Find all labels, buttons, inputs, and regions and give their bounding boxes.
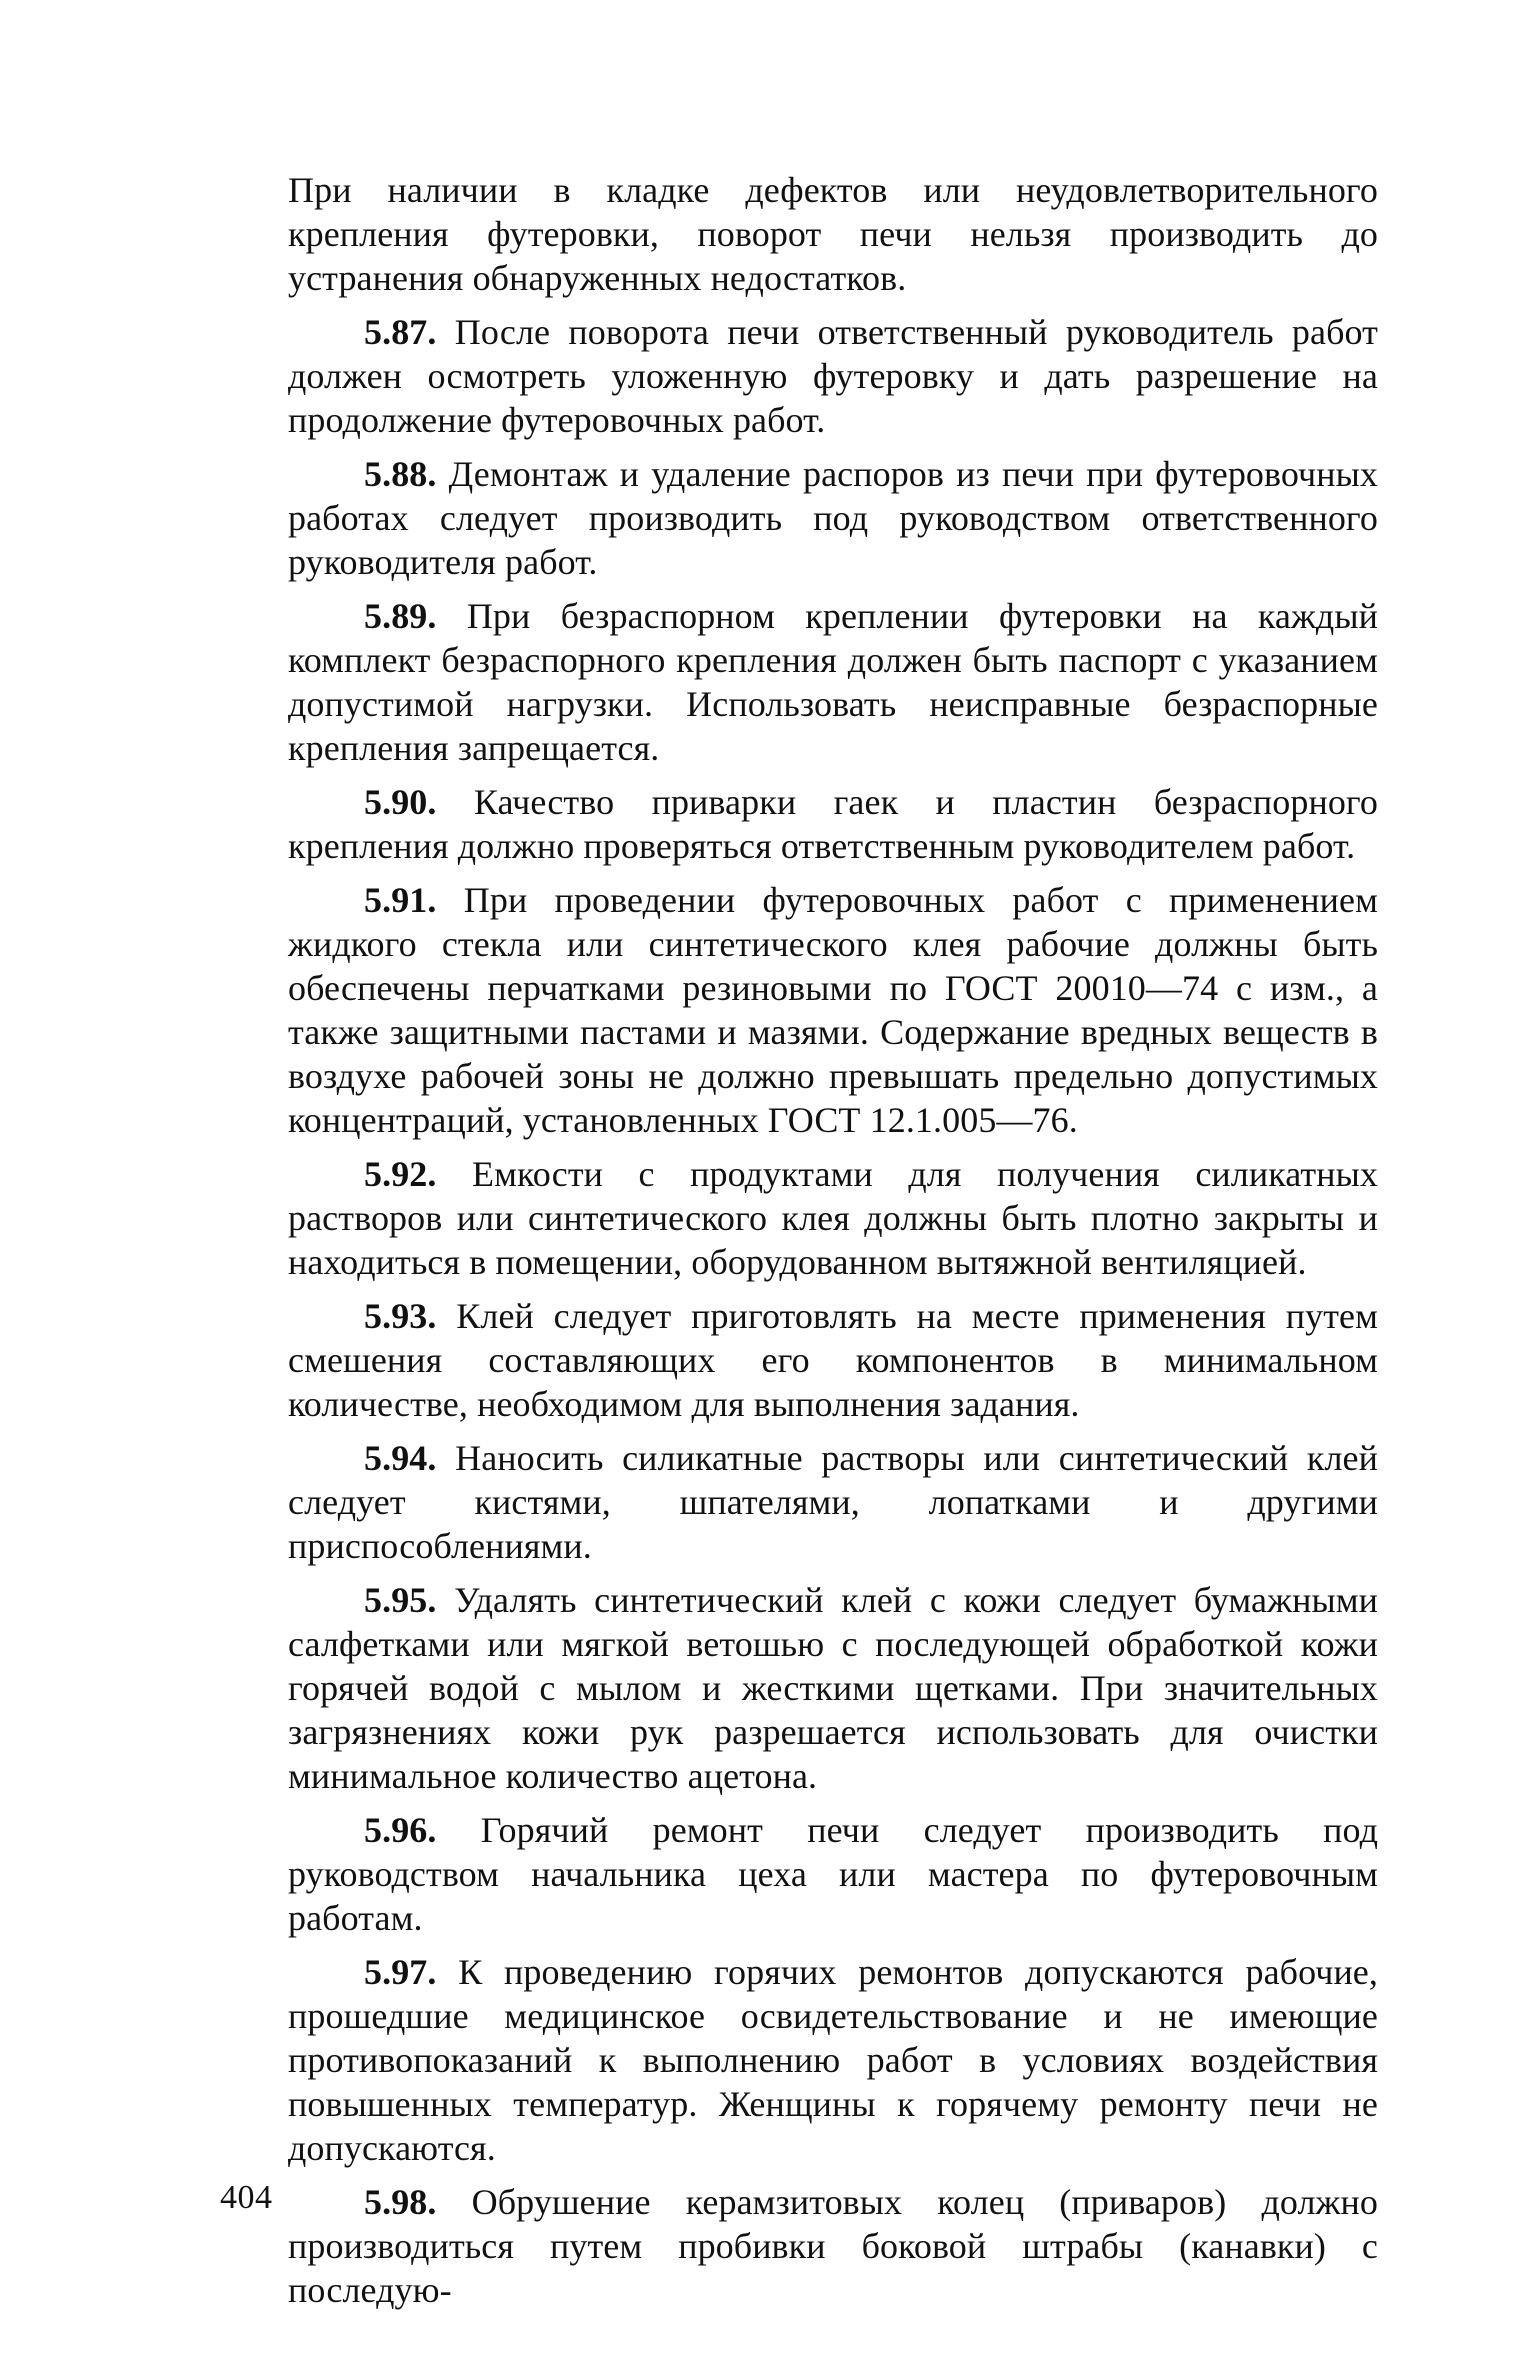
section-text: К проведению горячих ремонтов допускаются рабочие, прошедшие медицинское освидетельствование и не имеющие противопоказаний к выполнению работ в условиях воздействия повышенных температур. Женщины к горячему ремонту печи не допускаются. (288, 1952, 1378, 2168)
section-5-94 (288, 1436, 1378, 1568)
section-number: 5.90. (364, 782, 437, 822)
section-number: 5.95. (364, 1580, 437, 1620)
section-5-89 (288, 594, 1378, 770)
section-5-96 (288, 1808, 1378, 1940)
section-number: 5.87. (364, 312, 437, 352)
section-text: Емкости с продуктами для получения силикатных растворов или синтетического клея должны быть плотно закрыты и находиться в помещении, оборудованном вытяжной вентиляцией. (288, 1154, 1378, 1282)
section-5-98 (288, 2180, 1378, 2312)
section-number: 5.88. (364, 454, 437, 494)
section-5-97 (288, 1950, 1378, 2170)
section-number: 5.96. (364, 1810, 437, 1850)
section-text: Удалять синтетический клей с кожи следует бумажными салфетками или мягкой ветошью с последующей обработкой кожи горячей водой с мылом и жесткими щетками. При значительных загрязнениях кожи рук разрешается использовать для очистки минимальное количество ацетона. (288, 1580, 1378, 1796)
section-text: При проведении футеровочных работ с применением жидкого стекла или синтетического клея рабочие должны быть обеспечены перчатками резиновыми по ГОСТ 20010—74 с изм., а также защитными пастами и мазями. Содержание вредных веществ в воздухе рабочей зоны не должно превышать предельно допустимых концентраций, установленных ГОСТ 12.1.005—76. (288, 880, 1378, 1140)
section-number: 5.98. (364, 2182, 437, 2222)
page-number: 404 (220, 2179, 273, 2216)
section-text: Наносить силикатные растворы или синтетический клей следует кистями, шпателями, лопатками и другими приспособлениями. (288, 1438, 1378, 1566)
text-body (288, 168, 1378, 2312)
section-number: 5.92. (364, 1154, 437, 1194)
section-number: 5.94. (364, 1438, 437, 1478)
section-5-91 (288, 878, 1378, 1142)
section-text: Качество приварки гаек и пластин безраспорного крепления должно проверяться ответственным руководителем работ. (288, 782, 1378, 866)
section-text: При безраспорном креплении футеровки на каждый комплект безраспорного крепления должен быть паспорт с указанием допустимой нагрузки. Использовать неисправные безраспорные крепления запрещается. (288, 596, 1379, 768)
section-text: Горячий ремонт печи следует производить под руководством начальника цеха или мастера по футеровочным работам. (288, 1810, 1378, 1938)
section-number: 5.93. (364, 1296, 437, 1336)
section-text: После поворота печи ответственный руководитель работ должен осмотреть уложенную футеровку и дать разрешение на продолжение футеровочных работ. (288, 312, 1378, 440)
section-5-93 (288, 1294, 1378, 1426)
section-5-87 (288, 310, 1378, 442)
section-text: Обрушение керамзитовых колец (приваров) должно производиться путем пробивки боковой штрабы (канавки) с последую- (288, 2182, 1378, 2310)
section-number: 5.91. (364, 880, 437, 920)
section-text: Клей следует приготовлять на месте применения путем смешения составляющих его компонентов в минимальном количестве, необходимом для выполнения задания. (288, 1296, 1378, 1424)
intro-paragraph: При наличии в кладке дефектов или неудовлетворительного крепления футеровки, поворот печи нельзя производить до устранения обнаруженных недостатков. (288, 170, 1378, 298)
section-5-88 (288, 452, 1378, 584)
section-number: 5.97. (364, 1952, 437, 1992)
section-number: 5.89. (364, 596, 437, 636)
section-5-90 (288, 780, 1378, 868)
section-5-95 (288, 1578, 1378, 1798)
section-text: Демонтаж и удаление распоров из печи при футеровочных работах следует производить под руководством ответственного руководителя работ. (288, 454, 1378, 582)
section-5-92 (288, 1152, 1378, 1284)
